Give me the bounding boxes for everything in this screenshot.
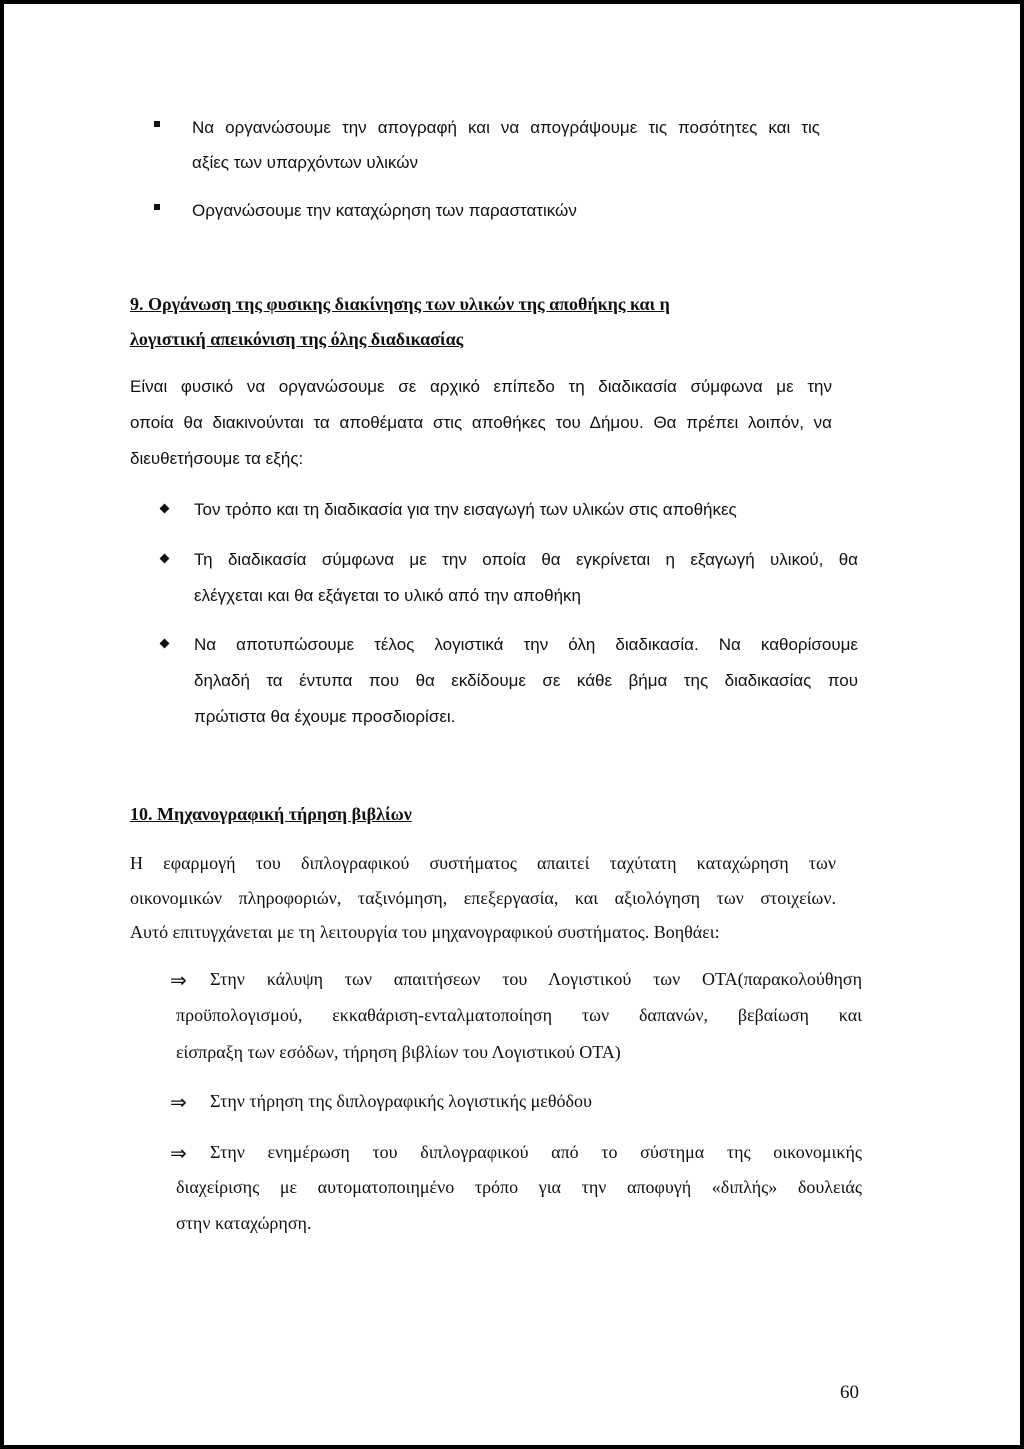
list-item-line: διαχείρισης με αυτοματοποιημένο τρόπο για την αποφυγή «διπλής» δουλειάς	[176, 1177, 862, 1197]
list-item-line: προϋπολογισμού, εκκαθάριση-ενταλματοποίηση των δαπανών, βεβαίωση και	[176, 1005, 862, 1025]
list-item-line: Στην τήρηση της διπλογραφικής λογιστικής μεθόδου	[210, 1091, 592, 1111]
square-bullet-icon	[154, 121, 160, 127]
diamond-bullet-icon	[160, 504, 170, 514]
document-page	[4, 4, 1020, 1445]
list-item-line: δηλαδή τα έντυπα που θα εκδίδουμε σε κάθε βήμα της διαδικασίας που	[194, 671, 858, 690]
list-item-line: Τη διαδικασία σύμφωνα με την οποία θα εγκρίνεται η εξαγωγή υλικού, θα	[194, 550, 858, 569]
list-item-line: ελέγχεται και θα εξάγεται το υλικό από την αποθήκη	[194, 586, 581, 605]
square-bullet-icon	[154, 204, 160, 210]
diamond-bullet-icon	[160, 639, 170, 649]
list-item-line: πρώτιστα θα έχουμε προσδιορίσει.	[194, 707, 456, 726]
bullet-text-line: αξίες των υπαρχόντων υλικών	[192, 153, 418, 172]
section-heading: 9. Οργάνωση της φυσικης διακίνησης των υλικών της αποθήκης και η	[130, 294, 670, 314]
paragraph-line: Είναι φυσικό να οργανώσουμε σε αρχικό επίπεδο τη διαδικασία σύμφωνα με την	[130, 377, 832, 396]
double-arrow-icon: ⇒	[170, 1090, 187, 1114]
bullet-text-line: Να οργανώσουμε την απογραφή και να απογράψουμε τις ποσότητες και τις	[192, 118, 820, 137]
list-item-line: είσπραξη των εσόδων, τήρηση βιβλίων του Λογιστικού ΟΤΑ)	[176, 1042, 621, 1062]
paragraph-line: οποία θα διακινούνται τα αποθέματα στις αποθήκες του Δήμου. Θα πρέπει λοιπόν, να	[130, 413, 832, 432]
list-item-line: Στην ενημέρωση του διπλογραφικού από το σύστημα της οικονομικής	[210, 1142, 862, 1162]
list-item-line: Να αποτυπώσουμε τέλος λογιστικά την όλη διαδικασία. Να καθορίσουμε	[194, 635, 858, 654]
double-arrow-icon: ⇒	[170, 968, 187, 992]
list-item-line: στην καταχώρηση.	[176, 1213, 312, 1233]
double-arrow-icon: ⇒	[170, 1141, 187, 1165]
list-item-line: Στην κάλυψη των απαιτήσεων του Λογιστικού των ΟΤΑ(παρακολούθηση	[210, 969, 862, 989]
list-item-line: Τον τρόπο και τη διαδικασία για την εισαγωγή των υλικών στις αποθήκες	[194, 500, 737, 519]
paragraph-line: Αυτό επιτυγχάνεται με τη λειτουργία του μηχανογραφικού συστήματος. Βοηθάει:	[130, 922, 720, 942]
bullet-text-line: Οργανώσουμε την καταχώρηση των παραστατικών	[192, 201, 577, 220]
diamond-bullet-icon	[160, 554, 170, 564]
paragraph-line: Η εφαρμογή του διπλογραφικού συστήματος απαιτεί ταχύτατη καταχώρηση των	[130, 853, 836, 873]
page-number: 60	[840, 1382, 859, 1403]
section-heading: 10. Μηχανογραφική τήρηση βιβλίων	[130, 804, 412, 824]
section-heading: λογιστική απεικόνιση της όλης διαδικασίας	[130, 329, 464, 349]
paragraph-line: διευθετήσουμε τα εξής:	[130, 449, 304, 468]
paragraph-line: οικονομικών πληροφοριών, ταξινόμηση, επεξεργασία, και αξιολόγηση των στοιχείων.	[130, 888, 836, 908]
